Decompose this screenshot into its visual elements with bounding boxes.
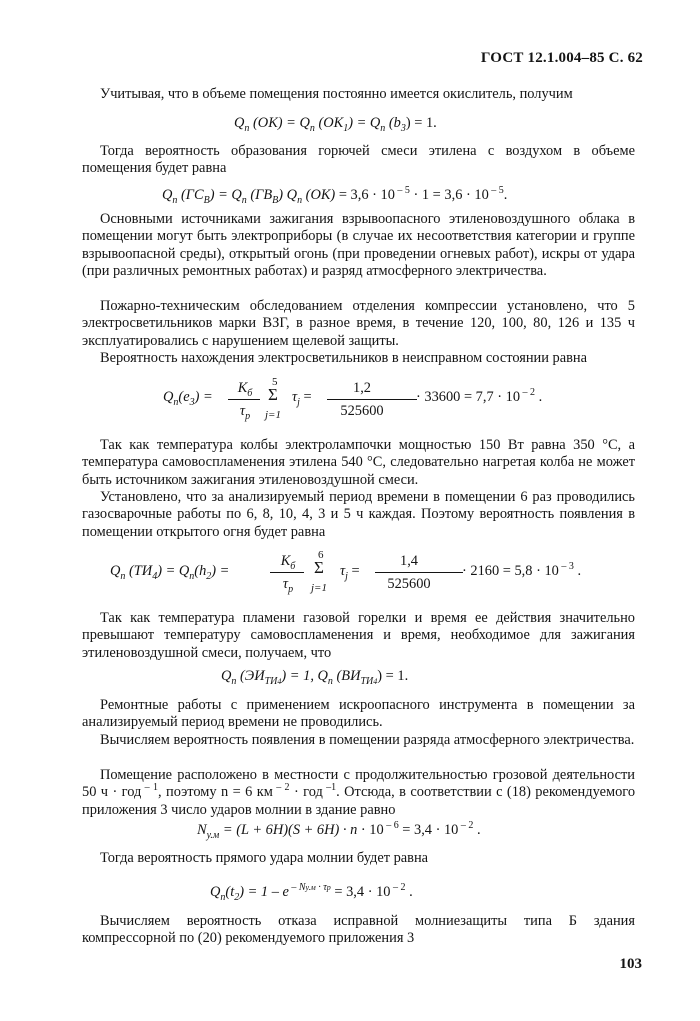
formula-mixture: $Q_п$ $(ГС_В) = Q_п$ $(ГВ_В)$ $Q_п$ (ОК) = 3,6 · 10 $^{- 5}$ · 1 = 3,6 · 10 $^{- 5}$. <box>162 185 508 206</box>
page-number: 103 <box>619 956 642 972</box>
paragraph-ignition-sources: Основными источниками зажигания взрывоопасного этиленовоздушного облака в помещении могут быть электроприборы (в случае их несоответствия категории и группе взрывоопасной среды), открытый огонь (при проведении огневых работ), искры от удара (при различных ремонтных работах) и разряд атмосферного электричества. <box>82 211 635 280</box>
paragraph-inspection: Пожарно-техническим обследованием отделения компрессии установлено, что 5 электросветильников марки ВЗГ, в разное время, в течение 120, 100, 80, 126 и 135 ч эксплуатировались с нарушением щелевой защиты. <box>82 298 635 349</box>
paragraph-direct-strike: Тогда вероятность прямого удара молнии будет равна <box>100 850 429 866</box>
document-page: ГОСТ 12.1.004–85 С. 62 Учитывая, что в объеме помещения постоянно имеется окислитель, получим $Q_п$ $(ОК) = Q_п$ $(ОК_1) = Q_п$ $(b_3) = 1$. Тогда вероятность образования горючей смеси этилена с воздухом в объеме помещения будет равна $Q_п$ $(ГС_В) = Q_п$ $(ГВ_В)$ $Q_п$ (ОК) = 3,6 · 10 $^{- 5}$ · 1 = 3,6 · 10 $^{- 5}$. Основными источниками зажигания взрывоопасного этиленовоздушного облака в помещении могут быть электроприборы (в случае их несоответствия категории и группе взрывоопасной среды), открытый огонь (при проведении огневых работ), искры от удара (при различных ремонтных работах) и разряд атмосферного электричества. Пожарно-техническим обследованием отделения компрессии установлено, что 5 электросветильников марки ВЗГ, в разное время, в течение 120, 100, 80, 126 и 135 ч эксплуатировались с нарушением щелевой защиты. Вероятность нахождения электросветильников в неисправном состоянии равна $Q_п(e_3)$ = $К_б$ $\tau_р$ 5 Σ j=1 $\tau_j$ = 1,2 525600 · 33600 = 7,7 · 10 $^{- 2}$ . Так как температура колбы электролампочки мощностью 150 Вт равна 350 °С, а температура самовоспламенения этилена 540 °С, следовательно нагретая колба не может быть источником зажигания этиленовоздушной смеси. Установлено, что за анализируемый период времени в помещении 6 раз проводились газосварочные работы по 6, 8, 10, 4, 3 и 5 ч каждая. Поэтому вероятность появления в помещении открытого огня будет равна $Q_п$ $(ТИ_4) = Q_п(h_2)$ = $К_б$ $\tau_р$ 6 Σ j=1 $\tau_j$ = 1,4 525600 · 2160 = 5,8 · 10 $^{- 3}$ . Так как температура пламени газовой горелки и время ее действия значительно превышают температуру самовоспламенения и время, необходимое для зажигания этиленовоздушной смеси, получаем, что $Q_п$ $(ЭИ_{ТИ4}) = 1$, $Q_п$ $(ВИ_{ТИ4}) = 1$. Ремонтные работы с применением искроопасного инструмента в помещении за анализируемый период времени не проводились. Вычисляем вероятность появления в помещении разряда атмосферного электричества. Помещение расположено в местности с продолжительностью грозовой деятельности 50 ч · год $^{- 1}$, поэтому n = 6 км $^{- 2}$ · год $^{-1}$. Отсюда, в соответствии с (18) рекомендуемого приложения 3 число ударов молнии в здание равно $N_{у.м} = (L + 6H)(S + 6H) \cdot n \cdot 10$ $^{- 6}$ = 3,4 · 10 $^{- 2}$ . Тогда вероятность прямого удара молнии будет равна $Q_п(t_2) = 1 - e$ $^{- Nу.м \cdot \tau р}$ = 3,4 · 10 $^{- 2}$ . Вычисляем вероятность отказа исправной молниезащиты типа Б здания компрессорной по (20) рекомендуемого приложения 3 103 <box>82 50 643 972</box>
paragraph-atmospheric: Вычисляем вероятность появления в помещении разряда атмосферного электричества. <box>100 732 635 748</box>
paragraph-mixture-probability: Тогда вероятность образования горючей смеси этилена с воздухом в объеме помещения будет равна <box>82 143 635 177</box>
paragraph-repair-works: Ремонтные работы с применением искроопасного инструмента в помещении за анализируемый период времени не проводились. <box>82 697 635 731</box>
paragraph-lamp-temperature: Так как температура колбы электролампочки мощностью 150 Вт равна 350 °С, а температура самовоспламенения этилена 540 °С, следовательно нагретая колба не может быть источником зажигания этиленовоздушной смеси. <box>82 437 635 488</box>
formula-direct-strike: $Q_п(t_2) = 1 - e$ $^{- Nу.м \cdot \tau р}$ = 3,4 · 10 $^{- 2}$ . <box>210 882 413 903</box>
formula-lightning-strikes: $N_{у.м} = (L + 6H)(S + 6H) \cdot n \cdot 10$ $^{- 6}$ = 3,4 · 10 $^{- 2}$ . <box>197 820 481 841</box>
paragraph-welding: Установлено, что за анализируемый период времени в помещении 6 раз проводились газосварочные работы по 6, 8, 10, 4, 3 и 5 ч каждая. Поэтому вероятность появления в помещении открытого огня будет равна <box>82 489 635 540</box>
paragraph-thunderstorm: Помещение расположено в местности с продолжительностью грозовой деятельности 50 ч · год $^{- 1}$, поэтому n = 6 км $^{- 2}$ · год $^{-1}$. Отсюда, в соответствии с (18) рекомендуемого приложения 3 число ударов молнии в здание равно <box>82 767 636 818</box>
formula-ok: $Q_п$ $(ОК) = Q_п$ $(ОК_1) = Q_п$ $(b_3) = 1$. <box>234 115 437 134</box>
paragraph-burner: Так как температура пламени газовой горелки и время ее действия значительно превышают температуру самовоспламенения и время, необходимое для зажигания этиленовоздушной смеси, получаем, что <box>82 610 635 661</box>
paragraph-lamp-probability: Вероятность нахождения электросветильников в неисправном состоянии равна <box>100 350 588 366</box>
page-header: ГОСТ 12.1.004–85 С. 62 <box>480 50 643 66</box>
formula-burner: $Q_п$ $(ЭИ_{ТИ4}) = 1$, $Q_п$ $(ВИ_{ТИ4}) = 1$. <box>221 668 409 687</box>
paragraph-oxidizer: Учитывая, что в объеме помещения постоянно имеется окислитель, получим <box>100 86 573 102</box>
paragraph-protection-failure: Вычисляем вероятность отказа исправной молниезащиты типа Б здания компрессорной по (20) рекомендуемого приложения 3 <box>82 913 635 947</box>
